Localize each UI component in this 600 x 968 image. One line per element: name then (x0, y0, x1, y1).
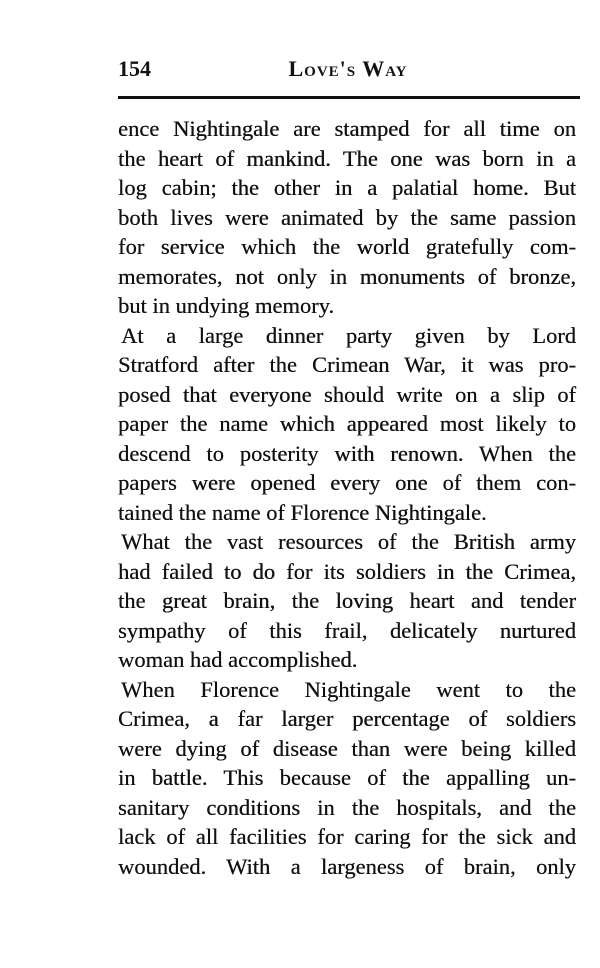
text-line: ence Nightingale are stamped for all time on (118, 116, 576, 141)
text-line: posed that everyone should write on a slip of (118, 381, 576, 407)
text-line: had failed to do for its soldiers in the Crimea, (118, 558, 576, 584)
text-line: paper the name which appeared most likely to (118, 411, 576, 436)
text-line: lack of all facilities for caring for the sick and (118, 824, 576, 849)
text-line: wounded. With a largeness of brain, only (118, 853, 576, 879)
text-line: both lives were animated by the same passion (118, 204, 576, 230)
running-header (118, 56, 578, 86)
text-line: sympathy of this frail, delicately nurtured (118, 617, 576, 643)
text-line: Crimea, a far larger percentage of soldiers (118, 706, 576, 731)
text-line: At a large dinner party given by Lord (121, 322, 576, 348)
text-line: log cabin; the other in a palatial home. But (118, 175, 576, 200)
text-line: descend to posterity with renown. When the (118, 440, 576, 466)
text-line: sanitary conditions in the hospitals, and the (118, 794, 576, 820)
text-line: When Florence Nightingale went to the (121, 676, 576, 702)
text-line: were dying of disease than were being killed (118, 735, 576, 761)
page-number: 154 (118, 56, 151, 81)
text-line: memorates, not only in monuments of bronze, (118, 263, 576, 289)
running-title: Love's Way (288, 56, 408, 81)
text-line: What the vast resources of the British army (121, 529, 576, 554)
text-line: in battle. This because of the appalling un- (118, 765, 576, 790)
text-line: papers were opened every one of them con- (118, 470, 576, 495)
text-line: but in undying memory. (118, 293, 335, 318)
text-line: tained the name of Florence Nightingale. (118, 499, 487, 525)
text-line: the great brain, the loving heart and tender (118, 588, 576, 613)
text-line: woman had accomplished. (118, 647, 358, 672)
text-line: for service which the world gratefully com- (118, 234, 576, 259)
text-line: Stratford after the Crimean War, it was pro- (118, 352, 576, 377)
header-rule (118, 96, 580, 99)
page-body (118, 114, 576, 881)
text-line: the heart of mankind. The one was born in a (118, 145, 576, 171)
